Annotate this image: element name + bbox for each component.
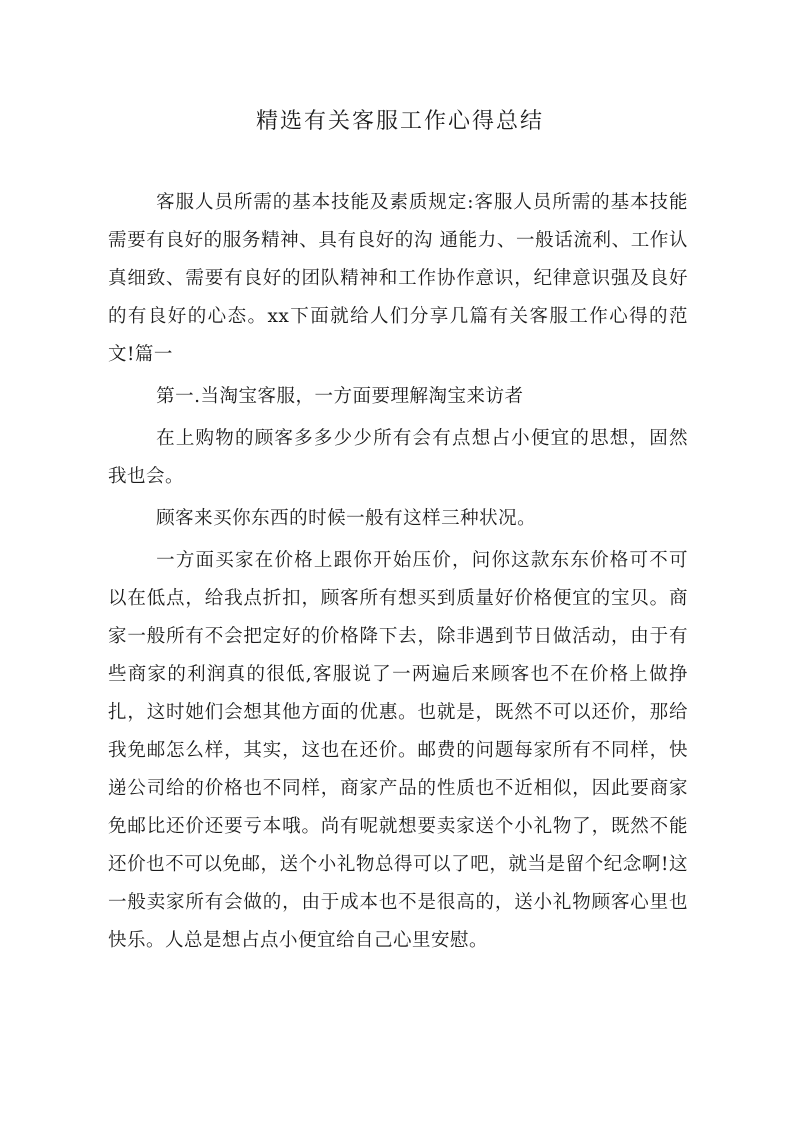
document-title: 精选有关客服工作心得总结 (255, 109, 544, 134)
document-body (108, 184, 688, 960)
paragraph-heading-one: 第一.当淘宝客服，一方面要理解淘宝来访者 (156, 386, 524, 407)
paragraph-price-discussion: 一方面买家在价格上跟你开始压价，问你这款东东价格可不可以在低点，给我点折扣，顾客所有想买到质量好价格便宜的宝贝。商家一般所有不会把定好的价格降下去，除非遇到节日做活动，由于有些商家的利润真的很低,客服说了一两遍后来顾客也不在价格上做挣扎，这时她们会想其他方面的优惠。也就是，既然不可以还价，那给我免邮怎么样，其实，这也在还价。邮费的问题每家所有不同样，快递公司给的价格也不同样，商家产品的性质也不近相似，因此要商家免邮比还价还要亏本哦。尚有呢就想要卖家送个小礼物了，既然不能还价也不可以免邮，送个小礼物总得可以了吧，就当是留个纪念啊!这一般卖家所有会做的，由于成本也不是很高的，送小礼物顾客心里也快乐。人总是想占点小便宜给自己心里安慰。 (108, 550, 688, 951)
paragraph-three-situations: 顾客来买你东西的时候一般有这样三种状况。 (156, 508, 537, 529)
paragraph-customers-bargain: 在上购物的顾客多多少少所有会有点想占小便宜的思想，固然我也会。 (108, 428, 688, 487)
paragraph-intro: 客服人员所需的基本技能及素质规定:客服人员所需的基本技能需要有良好的服务精神、具有良好的沟 通能力、一般话流利、工作认真细致、需要有良好的团队精神和工作协作意识，纪律意识强及良好的有良好的心态。xx下面就给人们分享几篇有关客服工作心得的范文!篇一 (108, 192, 688, 365)
